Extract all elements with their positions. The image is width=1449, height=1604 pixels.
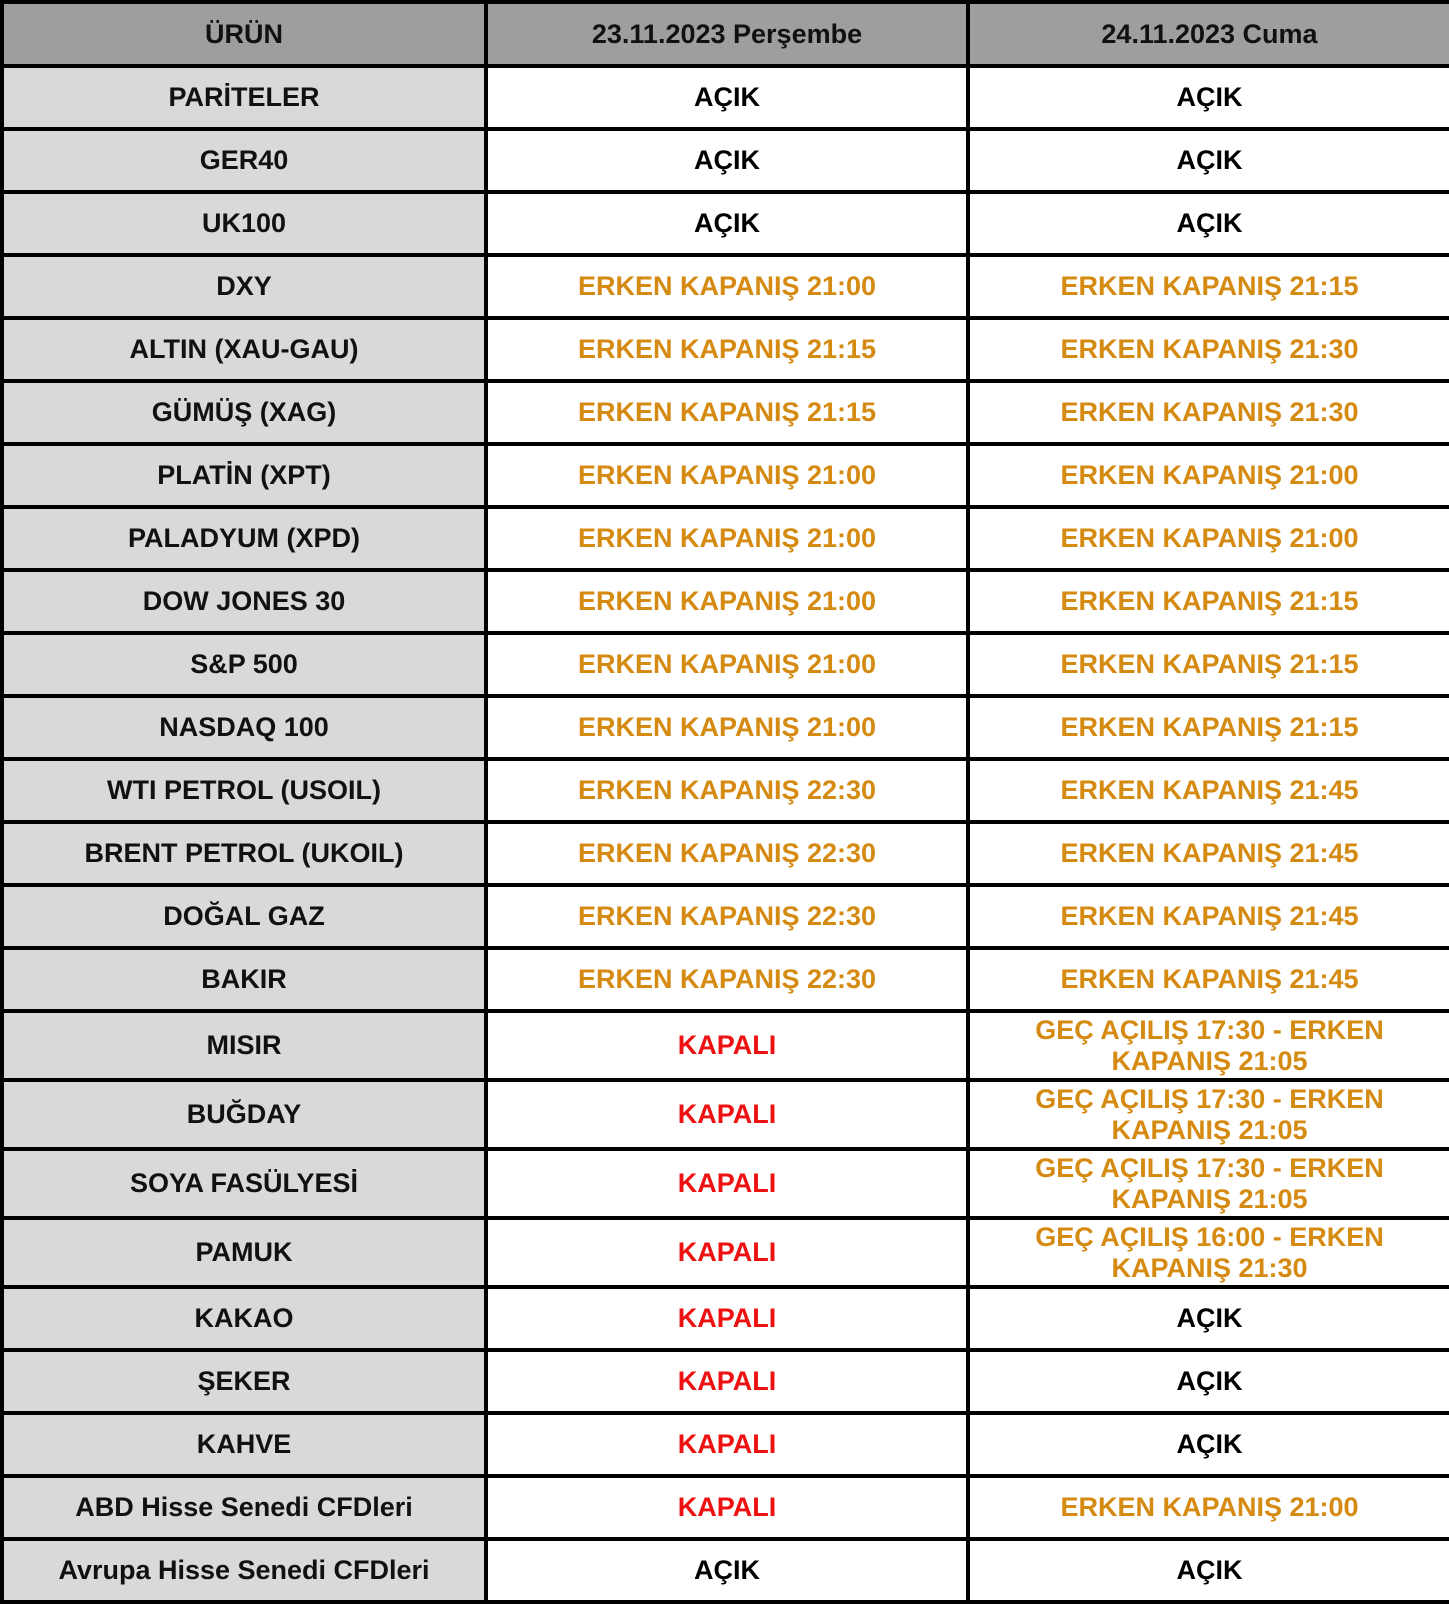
day2-status-cell: ERKEN KAPANIŞ 21:15 (968, 633, 1449, 696)
product-cell: PAMUK (2, 1218, 486, 1287)
product-cell: KAHVE (2, 1413, 486, 1476)
day1-status-cell: KAPALI (486, 1413, 968, 1476)
table-row (2, 822, 1449, 885)
table-row (2, 1011, 1449, 1080)
table-row (2, 1287, 1449, 1350)
table-row (2, 570, 1449, 633)
table-row (2, 885, 1449, 948)
product-cell: ABD Hisse Senedi CFDleri (2, 1476, 486, 1539)
table-row (2, 1539, 1449, 1602)
product-cell: BUĞDAY (2, 1080, 486, 1149)
day2-status-cell: ERKEN KAPANIŞ 21:45 (968, 885, 1449, 948)
day2-status-cell: ERKEN KAPANIŞ 21:45 (968, 759, 1449, 822)
product-cell: BAKIR (2, 948, 486, 1011)
table-row (2, 633, 1449, 696)
day1-status-cell: AÇIK (486, 192, 968, 255)
product-cell: SOYA FASÜLYESİ (2, 1149, 486, 1218)
header-row (2, 2, 1449, 66)
table-row (2, 759, 1449, 822)
day1-status-cell: KAPALI (486, 1149, 968, 1218)
day2-status-cell: ERKEN KAPANIŞ 21:30 (968, 381, 1449, 444)
day2-status-cell: AÇIK (968, 1287, 1449, 1350)
product-cell: ŞEKER (2, 1350, 486, 1413)
day1-status-cell: ERKEN KAPANIŞ 21:00 (486, 696, 968, 759)
day1-status-cell: ERKEN KAPANIŞ 21:00 (486, 570, 968, 633)
table-row (2, 1476, 1449, 1539)
product-cell: UK100 (2, 192, 486, 255)
table-row (2, 696, 1449, 759)
day2-status-cell: AÇIK (968, 1413, 1449, 1476)
day1-status-cell: ERKEN KAPANIŞ 22:30 (486, 885, 968, 948)
table-row (2, 1413, 1449, 1476)
day2-status-cell: GEÇ AÇILIŞ 16:00 - ERKEN KAPANIŞ 21:30 (968, 1218, 1449, 1287)
day2-status-cell: ERKEN KAPANIŞ 21:00 (968, 1476, 1449, 1539)
day2-status-cell: AÇIK (968, 66, 1449, 129)
day1-status-cell: ERKEN KAPANIŞ 21:00 (486, 507, 968, 570)
day2-status-cell: ERKEN KAPANIŞ 21:15 (968, 696, 1449, 759)
day1-status-cell: KAPALI (486, 1350, 968, 1413)
product-cell: Avrupa Hisse Senedi CFDleri (2, 1539, 486, 1602)
table-row (2, 66, 1449, 129)
day1-status-cell: ERKEN KAPANIŞ 22:30 (486, 759, 968, 822)
table-row (2, 255, 1449, 318)
day2-status-cell: ERKEN KAPANIŞ 21:15 (968, 255, 1449, 318)
table-row (2, 318, 1449, 381)
day2-status-cell: AÇIK (968, 1350, 1449, 1413)
day2-status-cell: ERKEN KAPANIŞ 21:00 (968, 444, 1449, 507)
product-cell: KAKAO (2, 1287, 486, 1350)
day1-status-cell: ERKEN KAPANIŞ 21:00 (486, 444, 968, 507)
product-cell: S&P 500 (2, 633, 486, 696)
product-cell: MISIR (2, 1011, 486, 1080)
table-row (2, 507, 1449, 570)
header-product: ÜRÜN (2, 2, 486, 66)
day2-status-cell: ERKEN KAPANIŞ 21:30 (968, 318, 1449, 381)
table-body (2, 66, 1449, 1602)
product-cell: GER40 (2, 129, 486, 192)
product-cell: DOĞAL GAZ (2, 885, 486, 948)
day1-status-cell: KAPALI (486, 1476, 968, 1539)
day2-status-cell: AÇIK (968, 129, 1449, 192)
day1-status-cell: ERKEN KAPANIŞ 22:30 (486, 948, 968, 1011)
day1-status-cell: KAPALI (486, 1080, 968, 1149)
header-day1: 23.11.2023 Perşembe (486, 2, 968, 66)
product-cell: NASDAQ 100 (2, 696, 486, 759)
table-row (2, 381, 1449, 444)
day2-status-cell: ERKEN KAPANIŞ 21:00 (968, 507, 1449, 570)
day1-status-cell: ERKEN KAPANIŞ 21:15 (486, 381, 968, 444)
day1-status-cell: KAPALI (486, 1218, 968, 1287)
table-row (2, 948, 1449, 1011)
day2-status-cell: GEÇ AÇILIŞ 17:30 - ERKEN KAPANIŞ 21:05 (968, 1011, 1449, 1080)
product-cell: BRENT PETROL (UKOIL) (2, 822, 486, 885)
day1-status-cell: ERKEN KAPANIŞ 21:00 (486, 633, 968, 696)
product-cell: GÜMÜŞ (XAG) (2, 381, 486, 444)
day1-status-cell: ERKEN KAPANIŞ 21:15 (486, 318, 968, 381)
product-cell: PARİTELER (2, 66, 486, 129)
day1-status-cell: KAPALI (486, 1287, 968, 1350)
day1-status-cell: ERKEN KAPANIŞ 22:30 (486, 822, 968, 885)
day2-status-cell: AÇIK (968, 1539, 1449, 1602)
day2-status-cell: ERKEN KAPANIŞ 21:45 (968, 948, 1449, 1011)
day2-status-cell: ERKEN KAPANIŞ 21:15 (968, 570, 1449, 633)
table-row (2, 444, 1449, 507)
table-row (2, 1350, 1449, 1413)
day2-status-cell: AÇIK (968, 192, 1449, 255)
table-row (2, 129, 1449, 192)
day2-status-cell: ERKEN KAPANIŞ 21:45 (968, 822, 1449, 885)
product-cell: ALTIN (XAU-GAU) (2, 318, 486, 381)
day1-status-cell: AÇIK (486, 1539, 968, 1602)
product-cell: DXY (2, 255, 486, 318)
product-cell: WTI PETROL (USOIL) (2, 759, 486, 822)
header-day2: 24.11.2023 Cuma (968, 2, 1449, 66)
day1-status-cell: AÇIK (486, 66, 968, 129)
table-row (2, 192, 1449, 255)
product-cell: PLATİN (XPT) (2, 444, 486, 507)
table-row (2, 1080, 1449, 1149)
table-row (2, 1149, 1449, 1218)
table-row (2, 1218, 1449, 1287)
day2-status-cell: GEÇ AÇILIŞ 17:30 - ERKEN KAPANIŞ 21:05 (968, 1080, 1449, 1149)
day1-status-cell: KAPALI (486, 1011, 968, 1080)
day2-status-cell: GEÇ AÇILIŞ 17:30 - ERKEN KAPANIŞ 21:05 (968, 1149, 1449, 1218)
product-cell: DOW JONES 30 (2, 570, 486, 633)
day1-status-cell: AÇIK (486, 129, 968, 192)
product-cell: PALADYUM (XPD) (2, 507, 486, 570)
day1-status-cell: ERKEN KAPANIŞ 21:00 (486, 255, 968, 318)
